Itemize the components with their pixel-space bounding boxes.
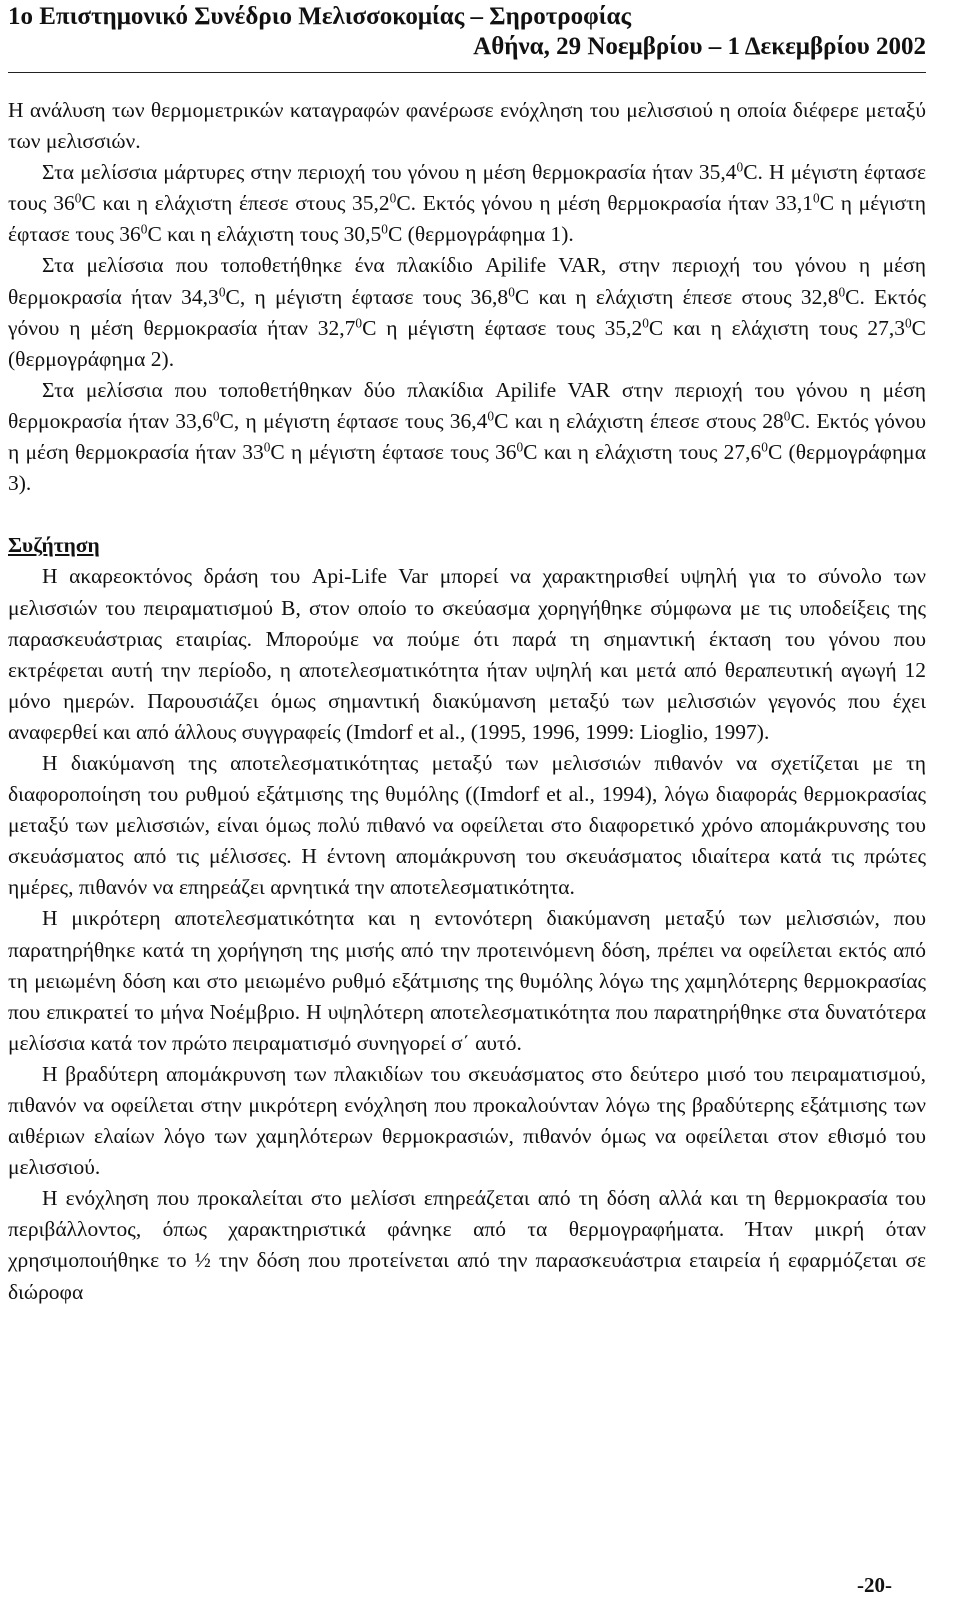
discussion-paragraph: Η μικρότερη αποτελεσματικότητα και η εντονότερη διακύμανση μεταξύ των μελισσιών, που παρατηρήθηκε κατά τη χορήγηση της μισής από την προτεινόμενη δόση, πρέπει να οφείλεται εκτός από τη μειωμένη δόση και στο μειωμένο ρυθμό εξάτμισης της θυμόλης λόγω της χαμηλότερης θερμοκρασίας που επικρατεί το μήνα Νοέμβριο. Η υψηλότερη αποτελεσματικότητα που παρατηρήθηκε στα δυνατότερα μελίσσια κατά τον πρώτο πειραματισμό συνηγορεί σ΄ αυτό. xyxy=(8,906,926,1055)
discussion-paragraph: Η ενόχληση που προκαλείται στο μελίσσι επηρεάζεται από τη δόση αλλά και τη θερμοκρασία του περιβάλλοντος, όπως χαρακτηριστικά φάνηκε από τα θερμογραφήματα. Ήταν μικρή όταν χρησιμοποιήθηκε το ½ την δόση που προτείνεται από την παρασκευάστρια εταιρεία ή εφαρμόζεται σε διώροφα xyxy=(8,1186,926,1304)
discussion-paragraph: Η διακύμανση της αποτελεσματικότητας μεταξύ των μελισσιών πιθανόν να σχετίζεται με τη διαφοροποίηση του ρυθμού εξάτμισης της θυμόλης ((Imdorf et al., 1994), λόγω διαφοράς θερμοκρασίας μεταξύ των μελισσιών, είναι όμως πολύ πιθανό να οφείλεται στο διαφορετικό χρόνο απομάκρυνσης του σκευάσματος από τις μέλισσες. Η έντονη απομάκρυνση του σκευάσματος ιδιαίτερα κατά τις πρώτες ημέρες, πιθανόν να επηρεάζει αρνητικά την αποτελεσματικότητα. xyxy=(8,750,926,900)
results-paragraph-control: Στα μελίσσια μάρτυρες στην περιοχή του γόνου η μέση θερμοκρασία ήταν 35,4$^0$C. Η μέγιστη έφτασε τους $36^0C$ και η ελάχιστη έπεσε στους 35,2$^0$C. Εκτός γόνου η μέση θερμοκρασία ήταν 33,1$^0$C η μέγιστη έφτασε τους $36^0C$ και η ελάχιστη τους 30,5$^0$C (θερμογράφημα 1). xyxy=(8,159,927,247)
document-body xyxy=(8,95,926,1308)
header-rule xyxy=(8,72,926,73)
discussion-paragraph: Η βραδύτερη απομάκρυνση των πλακιδίων του σκευάσματος στο δεύτερο μισό του πειραματισμού, πιθανόν να οφείλεται στην μικρότερη ενόχληση που προκαλούνταν λόγω της βραδύτερης εξάτμισης των αιθέριων ελαίων λόγο των χαμηλότερων θερμοκρασιών, πιθανόν όμως να οφείλεται στον εθισμό του μελισσιού. xyxy=(8,1061,926,1180)
results-paragraph-intro: Η ανάλυση των θερμομετρικών καταγραφών φανέρωσε ενόχληση του μελισσιού η οποία διέφερε μεταξύ των μελισσιών. xyxy=(8,98,926,154)
section-spacer xyxy=(8,499,926,530)
page-number: -20- xyxy=(857,1573,892,1597)
document-page xyxy=(8,0,926,1610)
running-header xyxy=(8,2,926,62)
header-location-date: Αθήνα, 29 Νοεμβρίου – 1 Δεκεμβρίου 2002 xyxy=(473,33,926,60)
discussion-heading: Συζήτηση xyxy=(8,533,100,558)
discussion-paragraph: Η ακαρεοκτόνος δράση του Api-Life Var μπορεί να χαρακτηρισθεί υψηλή για το σύνολο των μελισσιών του πειραματισμού Β, στον οποίο το σκεύασμα χορηγήθηκε σύμφωνα με τις υποδείξεις της παρασκευάστριας εταιρίας. Μπορούμε να πούμε ότι παρά τη σημαντική έκταση του γόνου που εκτρέφεται αυτή την περίοδο, η αποτελεσματικότητα ήταν υψηλή και μετά από θεραπευτική αγωγή 12 μόνο ημερών. Παρουσιάζει όμως σημαντική διακύμανση μεταξύ των μελισσιών γεγονός που έχει αναφερθεί και από άλλους συγγραφείς (Imdorf et al., (1995, 1996, 1999: Lioglio, 1997). xyxy=(8,564,926,744)
results-paragraph-one-strip: Στα μελίσσια που τοποθετήθηκε ένα πλακίδιο Apilife VAR, στην περιοχή του γόνου η μέση θερμοκρασία ήταν 34,3$^0$C, η μέγιστη έφτασε τους 36,8$^0$C και η ελάχιστη έπεσε στους 32,8$^0$C. Εκτός γόνου η μέση θερμοκρασία ήταν 32,7$^0$C η μέγιστη έφτασε τους 35,2$^0$C και η ελάχιστη τους 27,3$^0$C (θερμογράφημα 2). xyxy=(8,253,927,371)
results-paragraph-two-strips: Στα μελίσσια που τοποθετήθηκαν δύο πλακίδια Apilife VAR στην περιοχή του γόνου η μέση θερμοκρασία ήταν 33,6$^0$C, η μέγιστη έφτασε τους 36,4$^0$C και η ελάχιστη έπεσε στους $28^0C$. Εκτός γόνου η μέση θερμοκρασία ήταν $33^0C$ η μέγιστη έφτασε τους $36^0C$ και η ελάχιστη τους 27,6$^0$C (θερμογράφημα 3). xyxy=(8,377,927,496)
header-conference-title: 1ο Επιστημονικό Συνέδριο Μελισσοκομίας – Σηροτροφίας xyxy=(8,3,631,30)
